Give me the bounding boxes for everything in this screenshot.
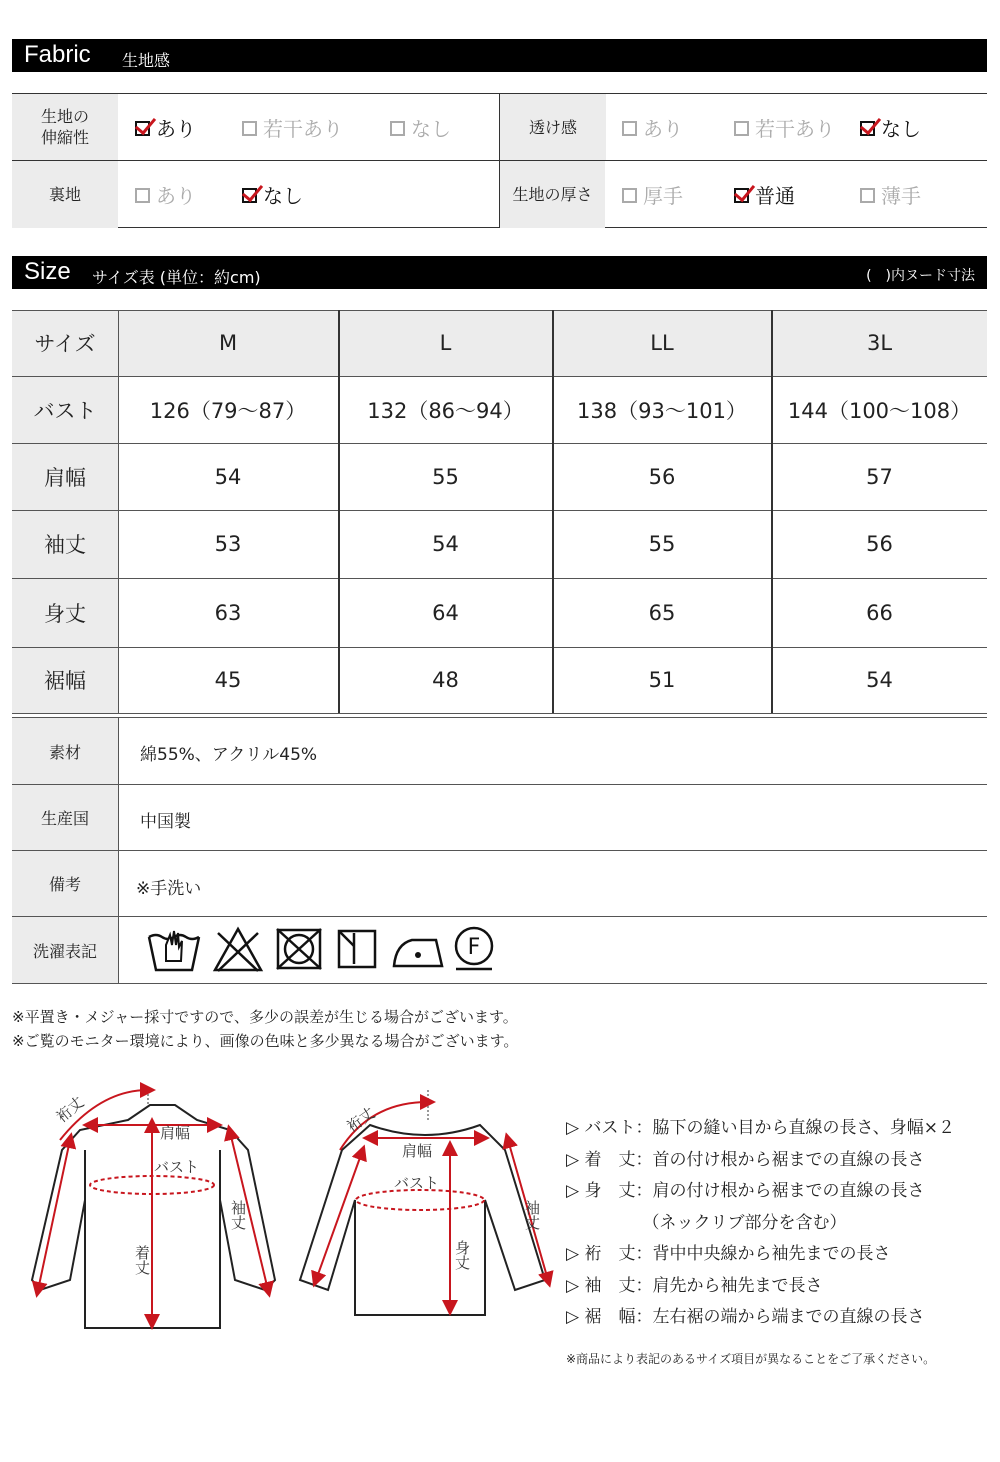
remarks-label: 備考 bbox=[12, 851, 118, 916]
line-dry-shade-icon bbox=[336, 928, 378, 970]
thickness-option-normal[interactable] bbox=[734, 161, 795, 228]
table-cell: 56 bbox=[866, 532, 893, 556]
checkbox-checked-icon bbox=[860, 121, 875, 136]
jacket-bust-label: バスト bbox=[154, 1158, 200, 1176]
size-nude-note: ( )内ヌード寸法 bbox=[866, 268, 975, 284]
option-label: 若干あり bbox=[755, 116, 835, 141]
lining-option-yes[interactable] bbox=[135, 161, 196, 228]
dry-clean-letter: F bbox=[467, 935, 481, 960]
option-label: なし bbox=[881, 116, 921, 141]
legend-item: （ネックリブ部分を含む） bbox=[566, 1212, 847, 1233]
stretch-label-line1: 生地の bbox=[40, 107, 89, 126]
disclaimer-notes bbox=[12, 1005, 518, 1053]
table-cell: 56 bbox=[648, 464, 676, 489]
table-cell: 66 bbox=[866, 600, 893, 625]
table-cell: 55 bbox=[648, 532, 676, 556]
grid-line bbox=[12, 713, 987, 714]
checkbox-icon bbox=[734, 121, 749, 136]
checkbox-checked-icon bbox=[734, 188, 749, 203]
grid-line bbox=[12, 850, 987, 851]
table-cell: 57 bbox=[866, 464, 893, 489]
size-corner-label: サイズ bbox=[34, 332, 96, 356]
origin-label: 生産国 bbox=[12, 785, 118, 850]
stretch-option-no[interactable] bbox=[390, 94, 451, 160]
sheer-option-slight[interactable] bbox=[734, 94, 835, 160]
sweater-bust-label: バスト bbox=[394, 1174, 440, 1192]
checkbox-icon bbox=[622, 188, 637, 203]
sheer-option-yes[interactable] bbox=[622, 94, 683, 160]
iron-low-icon bbox=[390, 930, 446, 970]
table-cell: 54 bbox=[432, 532, 459, 556]
hand-wash-icon bbox=[146, 925, 202, 975]
note-line: ※ご覧のモニター環境により、画像の色味と多少異なる場合がございます。 bbox=[12, 1032, 519, 1050]
jacket-sode-label: 袖丈 bbox=[229, 1200, 247, 1230]
checkbox-icon bbox=[622, 121, 637, 136]
table-cell: 126（79〜87） bbox=[149, 398, 307, 423]
origin-value: 中国製 bbox=[140, 812, 191, 832]
checkbox-icon bbox=[135, 188, 150, 203]
stretch-option-slight[interactable] bbox=[242, 94, 343, 160]
grid-line bbox=[12, 983, 987, 984]
sweater-mitake-label: 身丈 bbox=[453, 1240, 471, 1270]
option-label: なし bbox=[263, 184, 303, 208]
row-label-bust: バスト bbox=[33, 398, 97, 423]
material-value: 綿55%、アクリル45% bbox=[140, 745, 318, 765]
table-cell: 48 bbox=[432, 668, 459, 692]
note-line: ※平置き・メジャー採寸ですので、多少の誤差が生じる場合がございます。 bbox=[12, 1008, 518, 1026]
sweater-diagram bbox=[300, 1090, 548, 1315]
option-label: なし bbox=[411, 116, 451, 141]
table-cell: 54 bbox=[866, 668, 893, 692]
fabric-row-2 bbox=[12, 161, 987, 228]
table-cell: 45 bbox=[214, 668, 242, 692]
row-label-hem-width: 裾幅 bbox=[44, 669, 86, 693]
jacket-yuki-label: 裄丈 bbox=[52, 1093, 88, 1127]
table-cell: 65 bbox=[648, 600, 676, 625]
table-cell: 63 bbox=[214, 600, 242, 625]
grid-line bbox=[12, 916, 987, 917]
fabric-header-bar bbox=[12, 39, 987, 72]
fabric-title: Fabric bbox=[24, 41, 91, 68]
option-label: 薄手 bbox=[881, 184, 921, 208]
thickness-label: 生地の厚さ bbox=[500, 161, 605, 228]
lining-option-no[interactable] bbox=[242, 161, 303, 228]
table-cell: 54 bbox=[214, 464, 242, 489]
table-cell: 144（100〜108） bbox=[787, 398, 972, 423]
option-label: 若干あり bbox=[263, 116, 343, 141]
remarks-value: ※手洗い bbox=[136, 879, 202, 899]
jacket-kitake-label: 着丈 bbox=[133, 1245, 151, 1275]
no-bleach-icon bbox=[212, 925, 264, 973]
row-label-body-length: 身丈 bbox=[44, 601, 86, 626]
fabric-table bbox=[12, 93, 987, 228]
legend-item: ▷ 裾 幅：左右裾の端から端までの直線の長さ bbox=[566, 1307, 925, 1327]
no-tumble-dry-icon bbox=[274, 926, 324, 972]
sheer-option-no[interactable] bbox=[860, 94, 921, 160]
legend-item: ▷ 身 丈：肩の付け根から裾までの直線の長さ bbox=[566, 1181, 925, 1201]
size-col-l: L bbox=[439, 331, 452, 355]
grid-line bbox=[12, 717, 987, 718]
sheer-label: 透け感 bbox=[500, 94, 606, 160]
checkbox-checked-icon bbox=[135, 121, 150, 136]
fabric-subtitle: 生地感 bbox=[122, 51, 171, 70]
size-footnote: ※商品により表記のあるサイズ項目が異なることをご了承ください。 bbox=[566, 1352, 936, 1366]
stretch-option-yes[interactable] bbox=[135, 94, 196, 160]
stretch-label bbox=[12, 94, 118, 160]
option-label: あり bbox=[156, 184, 196, 208]
measurement-legend bbox=[566, 1113, 955, 1334]
row-label-shoulder: 肩幅 bbox=[44, 465, 86, 490]
sweater-sode-label: 袖丈 bbox=[523, 1200, 541, 1230]
row-label-sleeve: 袖丈 bbox=[44, 533, 86, 557]
checkbox-icon bbox=[390, 121, 405, 136]
option-label: 普通 bbox=[755, 184, 795, 208]
measurement-diagram bbox=[20, 1080, 560, 1340]
option-label: あり bbox=[643, 116, 683, 141]
table-cell: 64 bbox=[432, 600, 459, 625]
size-table bbox=[12, 310, 987, 716]
table-cell: 53 bbox=[214, 532, 242, 556]
legend-item: ▷ バスト：脇下の縫い目から直線の長さ、身幅×２ bbox=[566, 1118, 956, 1138]
size-title: Size bbox=[24, 258, 71, 285]
thickness-option-thin[interactable] bbox=[860, 161, 921, 228]
jacket-kata-label: 肩幅 bbox=[160, 1124, 191, 1142]
care-label: 洗濯表記 bbox=[12, 917, 118, 983]
legend-item: ▷ 裄 丈：背中中央線から袖先までの長さ bbox=[566, 1244, 891, 1264]
option-label: あり bbox=[156, 116, 196, 141]
size-subtitle: サイズ表 (単位：約cm) bbox=[92, 268, 261, 287]
grid-line bbox=[12, 784, 987, 785]
fabric-row-1 bbox=[12, 94, 987, 161]
checkbox-checked-icon bbox=[242, 188, 257, 203]
checkbox-icon bbox=[860, 188, 875, 203]
sweater-yuki-label: 裄丈 bbox=[343, 1103, 379, 1136]
table-cell: 138（93〜101） bbox=[577, 398, 747, 423]
size-col-3l: 3L bbox=[866, 331, 893, 355]
table-cell: 55 bbox=[432, 464, 459, 489]
checkbox-icon bbox=[242, 121, 257, 136]
table-cell: 132（86〜94） bbox=[367, 398, 524, 423]
material-label: 素材 bbox=[12, 718, 118, 784]
table-cell: 51 bbox=[648, 668, 676, 692]
legend-item: ▷ 袖 丈：肩先から袖先まで長さ bbox=[566, 1275, 823, 1296]
legend-item: ▷ 着 丈：首の付け根から裾までの直線の長さ bbox=[566, 1149, 925, 1170]
lining-label: 裏地 bbox=[12, 161, 118, 228]
option-label: 厚手 bbox=[643, 184, 683, 208]
dry-clean-f-icon bbox=[452, 926, 496, 972]
thickness-option-thick[interactable] bbox=[622, 161, 683, 228]
size-header-bar bbox=[12, 256, 987, 289]
sweater-kata-label: 肩幅 bbox=[402, 1142, 433, 1160]
stretch-label-line2: 伸縮性 bbox=[40, 128, 89, 147]
size-col-m: M bbox=[218, 331, 238, 355]
size-col-ll: LL bbox=[650, 331, 674, 355]
